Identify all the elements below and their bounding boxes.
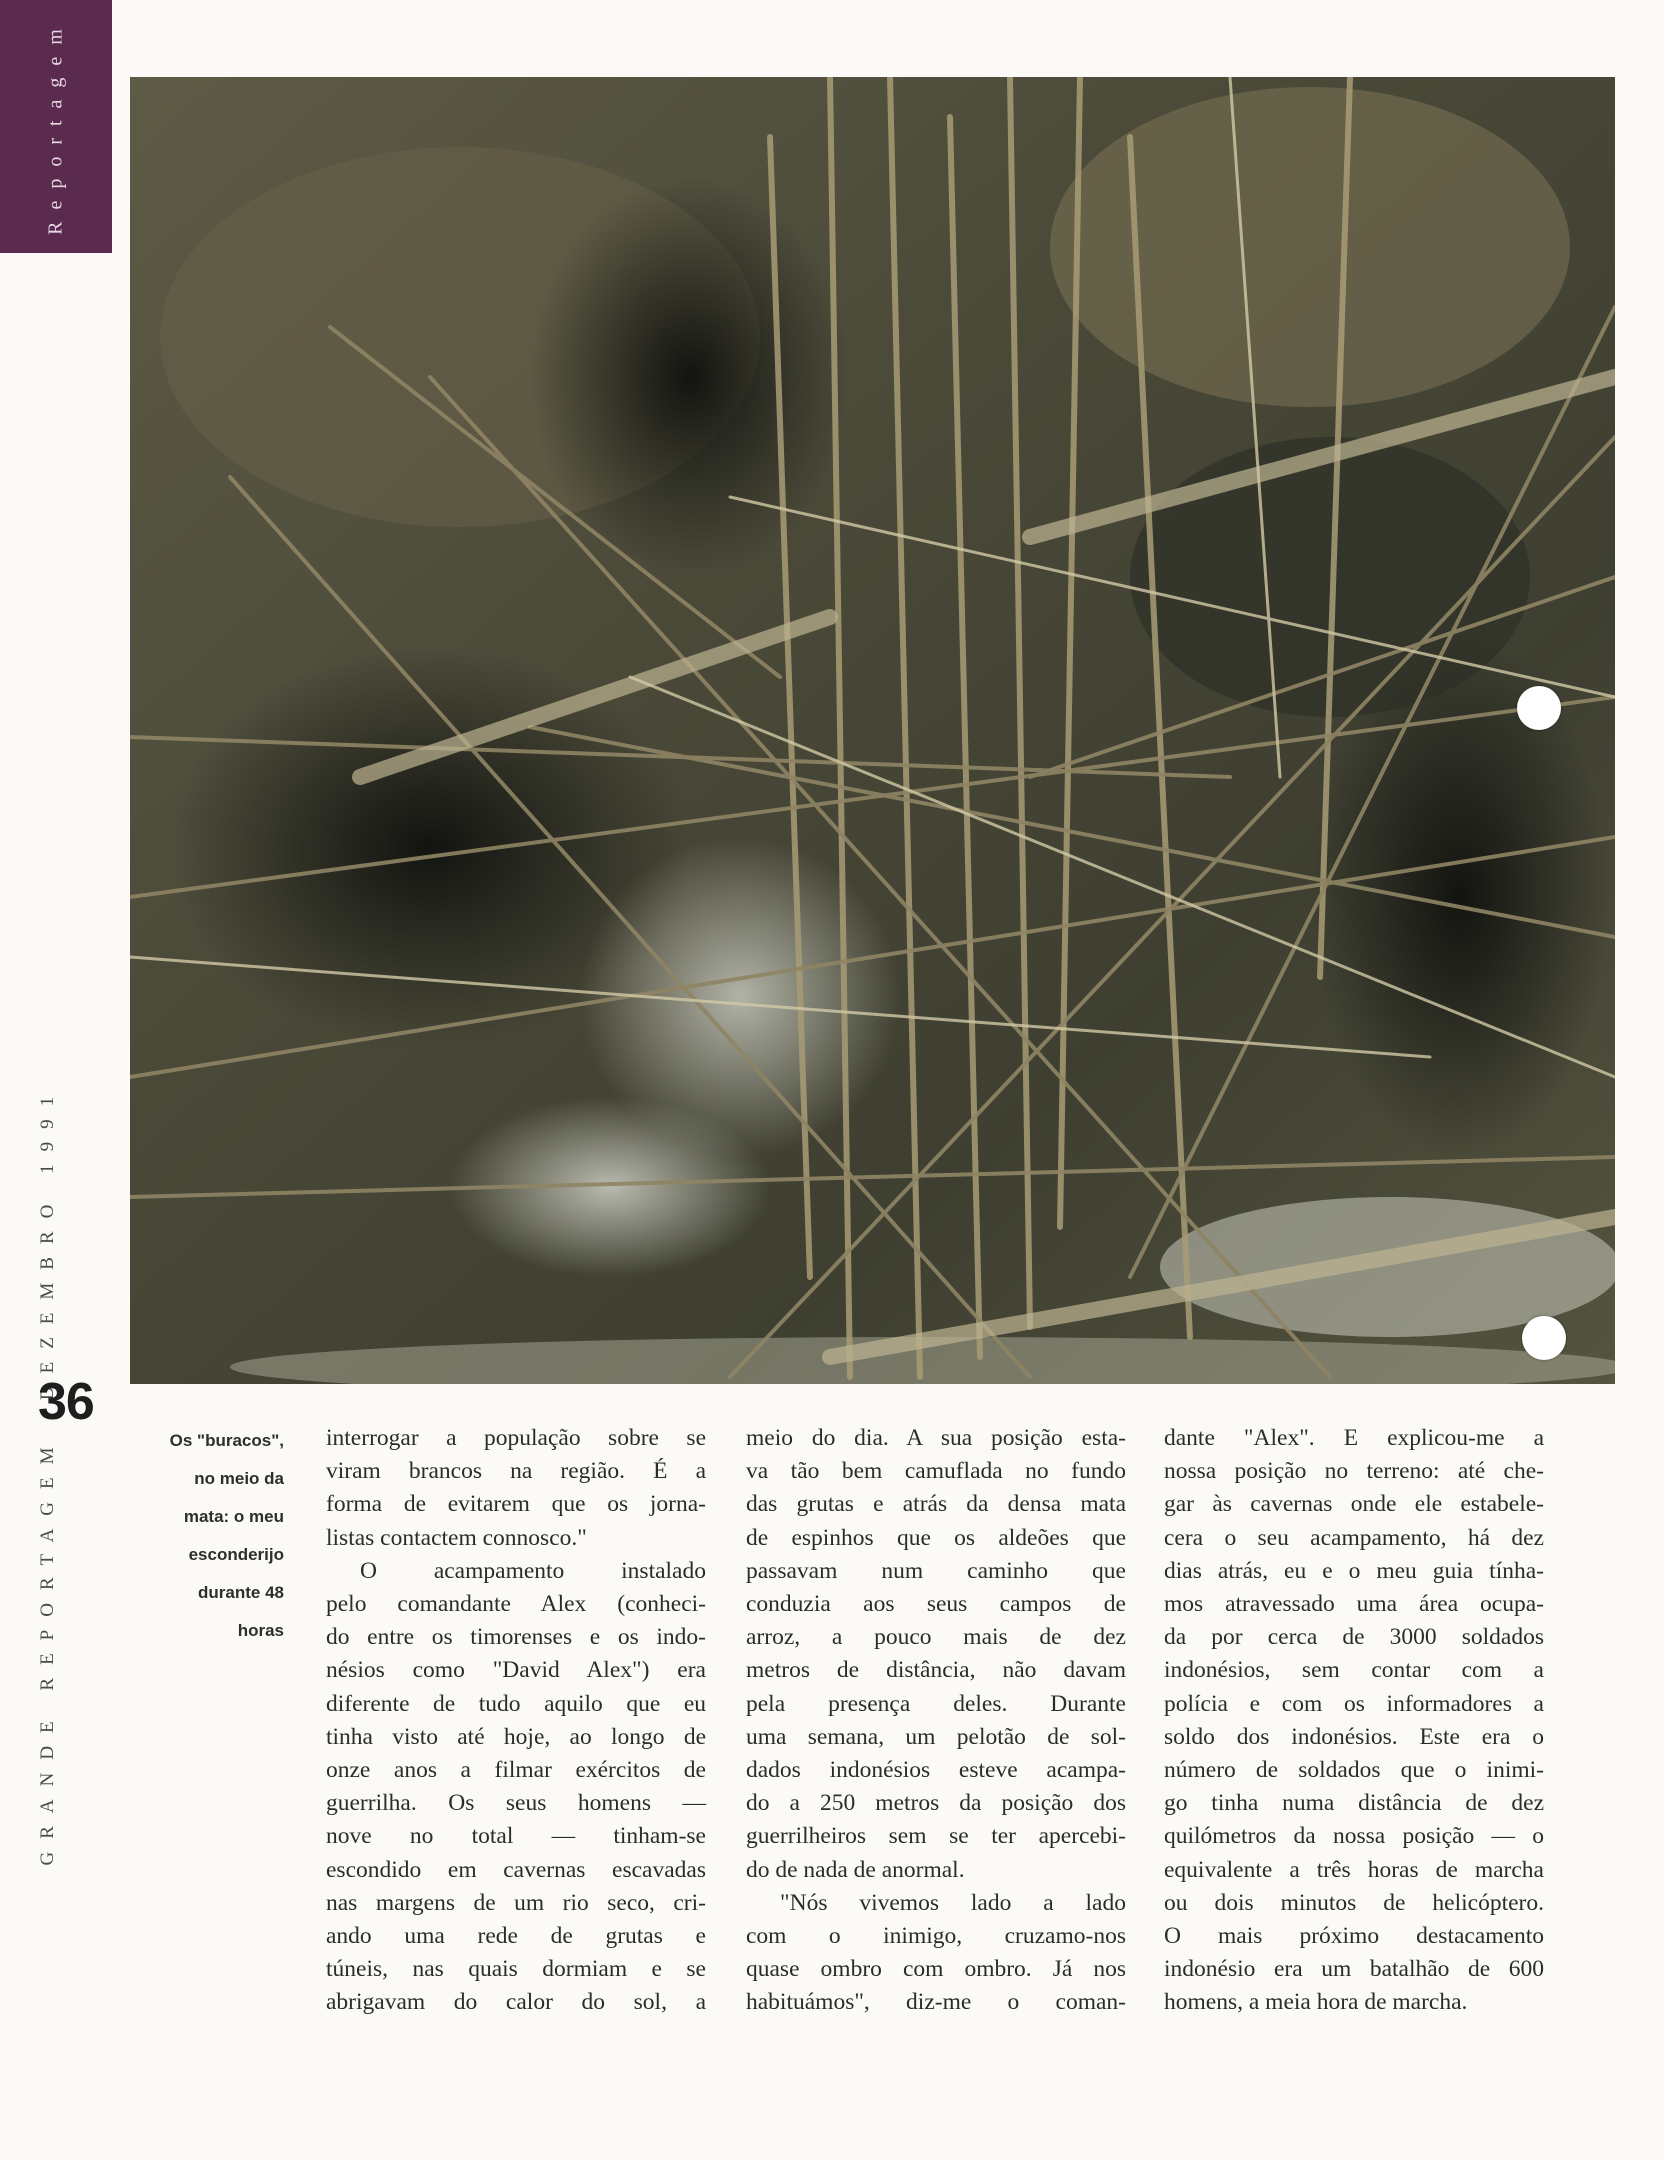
article-line: cera o seu acampamento, há dez bbox=[1164, 1524, 1544, 1551]
article-line: ando uma rede de grutas e bbox=[326, 1923, 706, 1950]
article-paragraph bbox=[326, 1422, 706, 1555]
article-photo bbox=[130, 77, 1615, 1384]
article-line: interrogar a população sobre se bbox=[326, 1425, 706, 1451]
article-line: quase ombro com ombro. Já nos bbox=[746, 1956, 1126, 1983]
article-line: O mais próximo destacamento bbox=[1164, 1923, 1544, 1950]
article-line: diferente de tudo aquilo que eu bbox=[326, 1690, 706, 1717]
caption-line: horas bbox=[237, 1621, 284, 1640]
article-line: metros de distância, não davam bbox=[746, 1657, 1126, 1684]
article-line: equivalente a três horas de marcha bbox=[1164, 1856, 1544, 1883]
article-line: da por cerca de 3000 soldados bbox=[1164, 1624, 1544, 1651]
article-column-2 bbox=[746, 1422, 1126, 2020]
article-line: tinha visto até hoje, ao longo de bbox=[326, 1723, 706, 1750]
article-line: homens, a meia hora de marcha. bbox=[1164, 1989, 1468, 2016]
article-line: forma de evitarem que os jorna- bbox=[326, 1491, 706, 1518]
article-line: escondido em cavernas escavadas bbox=[326, 1856, 706, 1883]
article-line: pela presença deles. Durante bbox=[746, 1690, 1126, 1717]
magazine-name: GRANDE REPORTAGEM bbox=[37, 1434, 58, 1866]
article-line: quilómetros da nossa posição — o bbox=[1164, 1823, 1544, 1850]
article-line: pelo comandante Alex (conheci- bbox=[326, 1591, 706, 1618]
article-line: indonésios, sem contar com a bbox=[1164, 1657, 1544, 1684]
article-line: polícia e com os informadores a bbox=[1164, 1690, 1544, 1717]
caption-line: no meio da bbox=[194, 1469, 284, 1488]
punch-hole-bottom bbox=[1522, 1316, 1566, 1360]
article-line: conduzia aos seus campos de bbox=[746, 1591, 1126, 1618]
caption-line: esconderijo bbox=[188, 1545, 284, 1564]
article-line: indonésio era um batalhão de 600 bbox=[1164, 1956, 1544, 1983]
article-line: uma semana, um pelotão de sol- bbox=[746, 1723, 1126, 1750]
article-line: meio do dia. A sua posição esta- bbox=[746, 1425, 1126, 1451]
article-line: O acampamento instalado bbox=[360, 1557, 706, 1584]
article-line: "Nós vivemos lado a lado bbox=[780, 1889, 1126, 1916]
article-line: nossa posição no terreno: até che- bbox=[1164, 1458, 1544, 1485]
article-line: dias atrás, eu e o meu guia tínha- bbox=[1164, 1557, 1544, 1584]
article-paragraph bbox=[1164, 1422, 1544, 2020]
caption-line: durante 48 bbox=[198, 1583, 284, 1602]
article-line: do de nada de anormal. bbox=[746, 1856, 965, 1883]
article-line: passavam num caminho que bbox=[746, 1557, 1126, 1584]
article-line: de espinhos que os aldeões que bbox=[746, 1524, 1126, 1551]
article-line: mos atravessado uma área ocupa- bbox=[1164, 1591, 1544, 1618]
article-column-3 bbox=[1164, 1422, 1544, 2020]
article-line: número de soldados que o inimi- bbox=[1164, 1757, 1544, 1784]
caption-line: mata: o meu bbox=[183, 1507, 284, 1526]
article-line: nas margens de um rio seco, cri- bbox=[326, 1889, 706, 1916]
article-line: túneis, nas quais dormiam e se bbox=[326, 1956, 706, 1983]
article-line: do entre os timorenses e os indo- bbox=[326, 1624, 706, 1651]
article-line: do a 250 metros da posição dos bbox=[746, 1790, 1126, 1817]
issue-date: DEZEMBRO 1991 bbox=[37, 1083, 58, 1401]
article-line: dados indonésios esteve acampa- bbox=[746, 1757, 1126, 1784]
article-paragraph bbox=[746, 1422, 1126, 1887]
article-line: listas contactem connosco." bbox=[326, 1524, 587, 1551]
article-line: soldo dos indonésios. Este era o bbox=[1164, 1723, 1544, 1750]
section-label: Reportagem bbox=[44, 17, 67, 235]
article-line: das grutas e atrás da densa mata bbox=[746, 1491, 1126, 1518]
article-column-1 bbox=[326, 1422, 706, 2020]
article-line: viram brancos na região. É a bbox=[326, 1458, 706, 1485]
article-line: guerrilha. Os seus homens — bbox=[326, 1790, 706, 1817]
article-line: va tão bem camuflada no fundo bbox=[746, 1458, 1126, 1485]
article-line: arroz, a pouco mais de dez bbox=[746, 1624, 1126, 1651]
article-line: habituámos", diz-me o coman- bbox=[746, 1989, 1126, 2016]
article-line: go tinha numa distância de dez bbox=[1164, 1790, 1544, 1817]
article-line: com o inimigo, cruzamo-nos bbox=[746, 1923, 1126, 1950]
page-number: 36 bbox=[38, 1373, 94, 1431]
article-paragraph bbox=[746, 1887, 1126, 2020]
article-line: onze anos a filmar exércitos de bbox=[326, 1757, 706, 1784]
article-line: nésios como "David Alex") era bbox=[326, 1657, 706, 1684]
article-line: ou dois minutos de helicóptero. bbox=[1164, 1889, 1544, 1916]
article-line: guerrilheiros sem se ter apercebi- bbox=[746, 1823, 1126, 1850]
article-line: gar às cavernas onde ele estabele- bbox=[1164, 1491, 1544, 1518]
article-line: nove no total — tinham-se bbox=[326, 1823, 706, 1850]
photo-caption bbox=[130, 1422, 284, 1650]
article-line: abrigavam do calor do sol, a bbox=[326, 1989, 706, 2016]
article-line: dante "Alex". E explicou-me a bbox=[1164, 1425, 1544, 1451]
article-paragraph bbox=[326, 1555, 706, 2020]
section-tab bbox=[0, 0, 112, 253]
punch-hole-top bbox=[1517, 686, 1561, 730]
caption-line: Os "buracos", bbox=[169, 1431, 284, 1450]
